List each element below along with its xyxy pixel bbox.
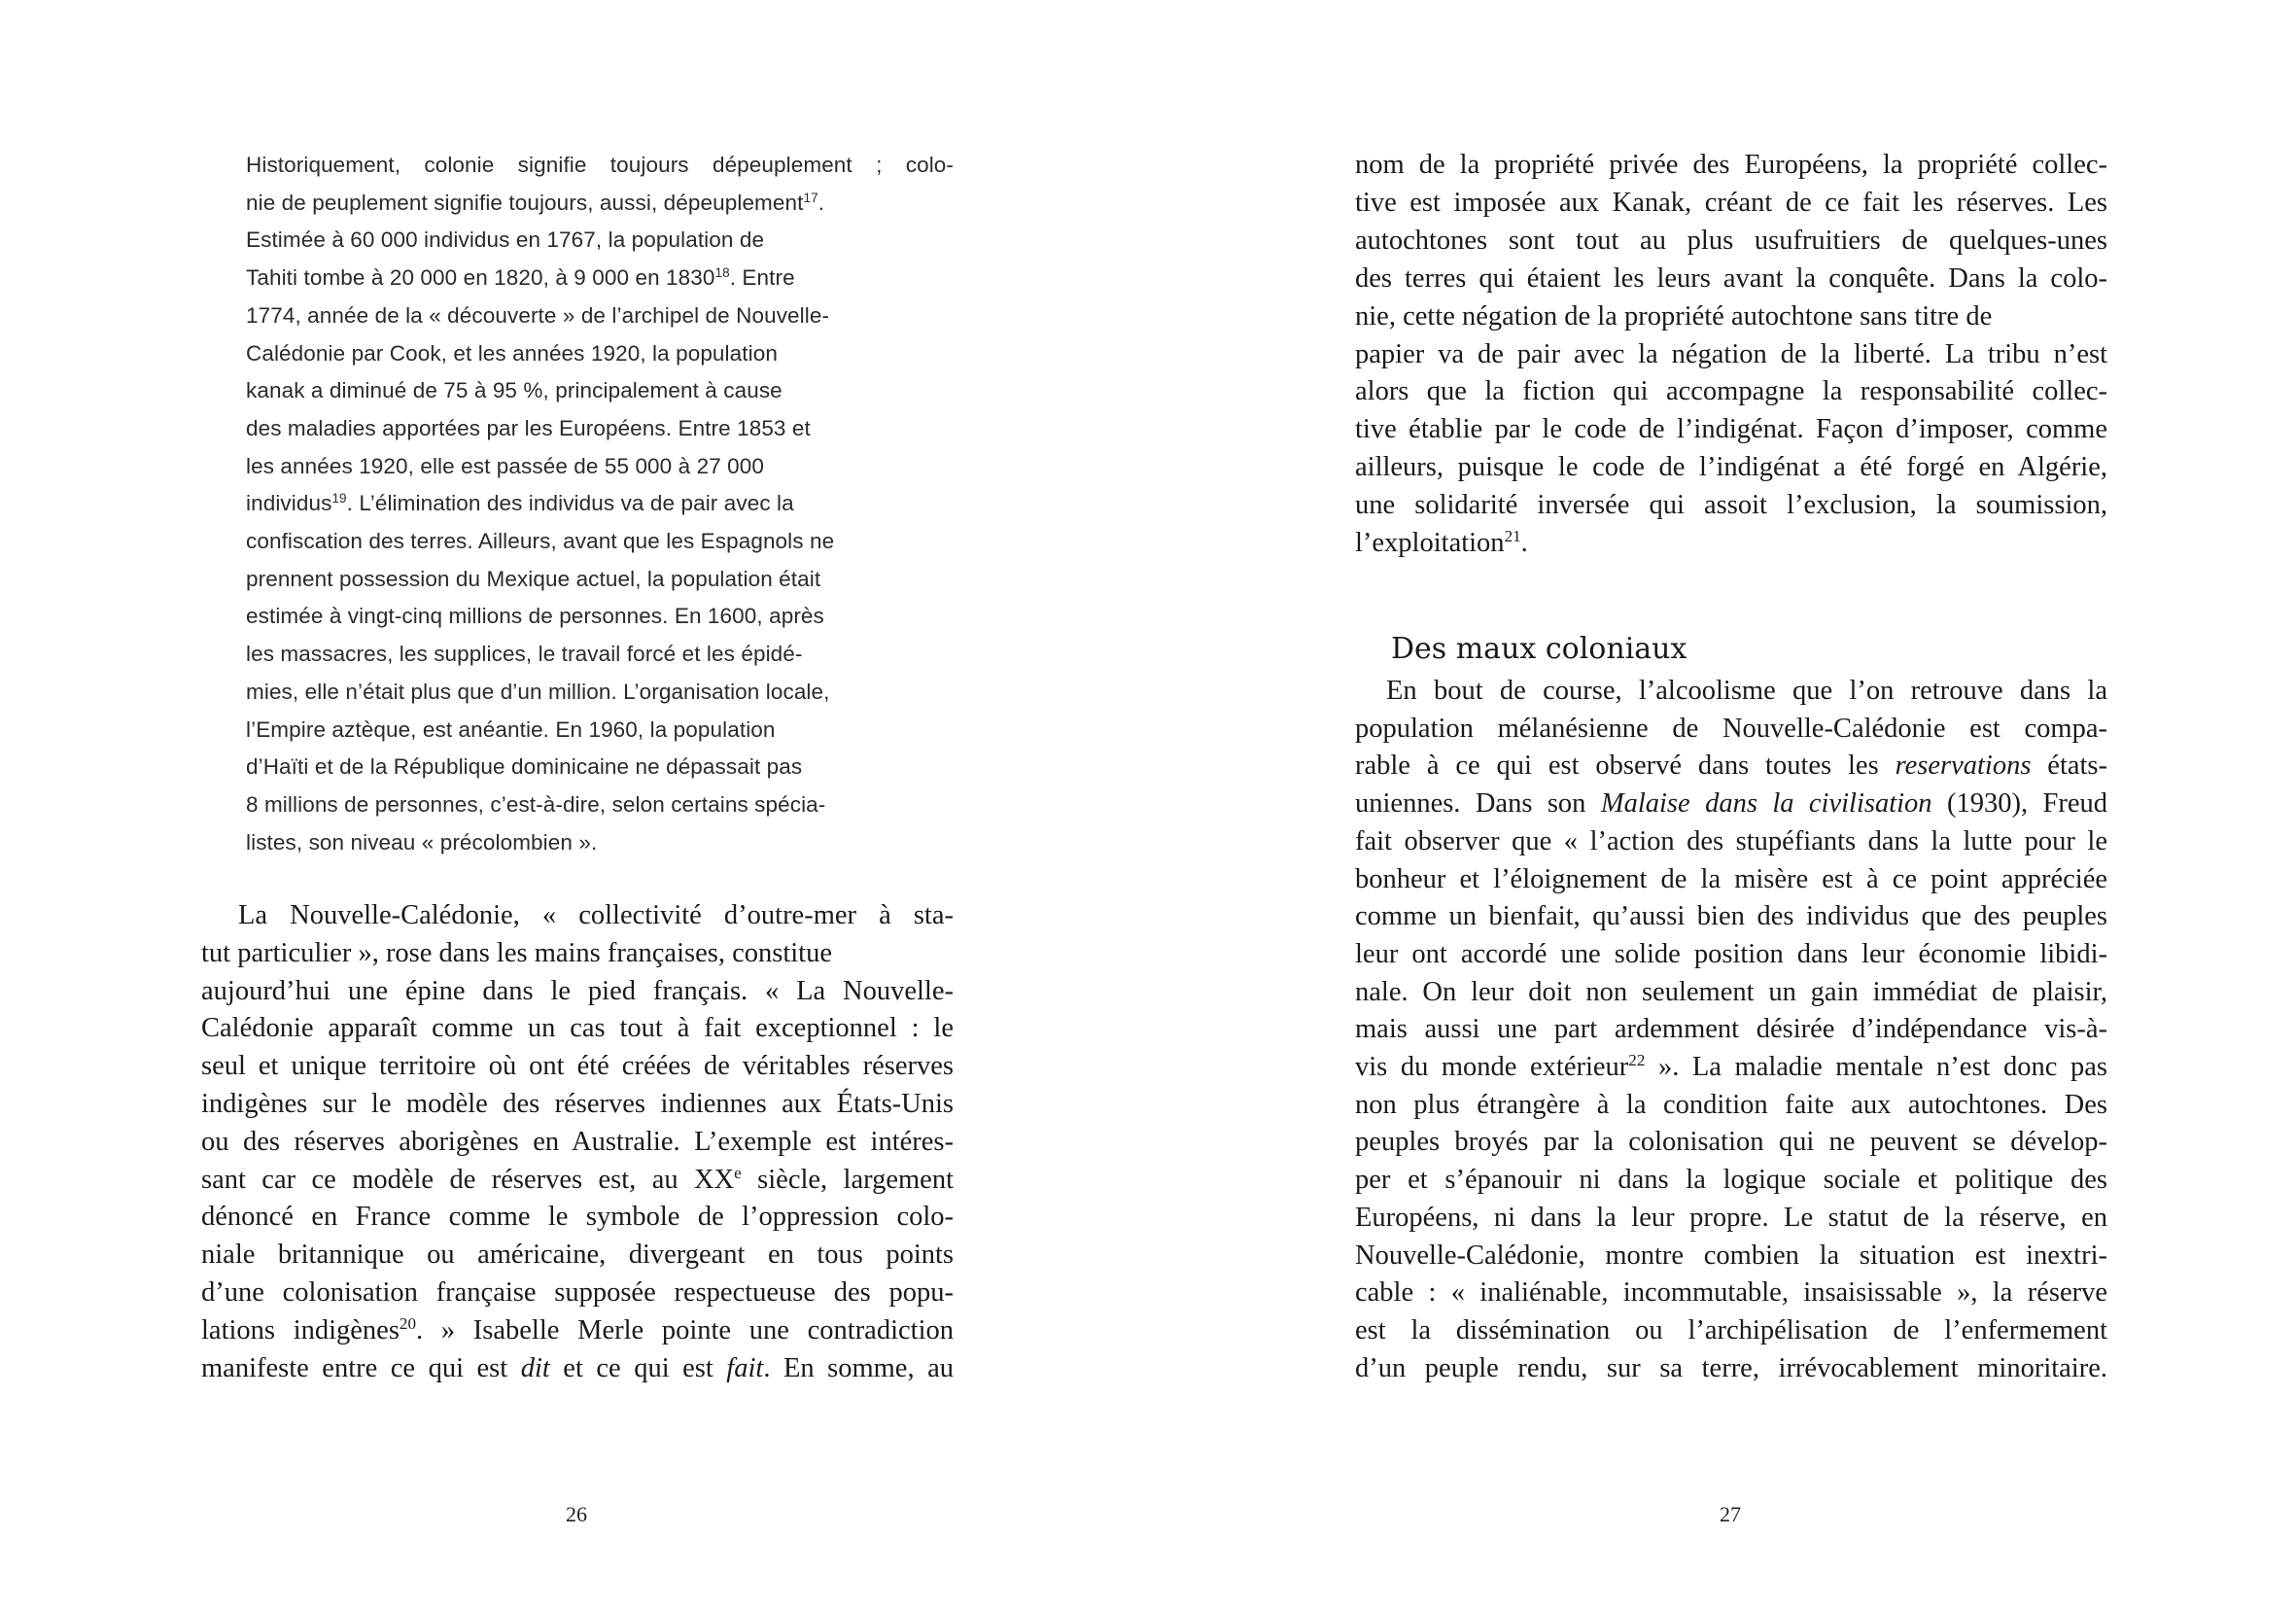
text-line <box>1355 1200 2107 1237</box>
text-line <box>1355 147 2107 184</box>
text-run: seul et unique territoire où ont été créées de véritables réserves <box>201 1051 954 1082</box>
text-line <box>246 674 830 711</box>
text-run: d’Haïti et de la République dominicaine ne dépassait pas <box>246 754 803 780</box>
text-run: nie de peuplement signifie toujours, aussi, dépeuplement <box>246 190 804 215</box>
page-number: 27 <box>1720 1502 1741 1526</box>
text-run: listes, son niveau « précolombien ». <box>246 829 598 855</box>
text-line <box>1355 1312 2107 1349</box>
text-run: lations indigènes <box>201 1314 400 1345</box>
text-line <box>246 297 829 334</box>
text-run: ou des réserves aborigènes en Australie. L’exemple est intéres- <box>201 1126 954 1157</box>
text-line <box>1355 1049 2107 1086</box>
text-run: peuples broyés par la colonisation qui ne peuvent se dévelop- <box>1355 1127 2107 1158</box>
text-line <box>1355 974 2107 1011</box>
footnote-ref: 20 <box>399 1313 417 1333</box>
text-run: En bout de course, l’alcoolisme que l’on retrouve dans la <box>1386 676 2107 706</box>
text-run: leur ont accordé une solide position dans leur économie libidi- <box>1355 938 2107 969</box>
right-page <box>1148 0 2296 1607</box>
text-line <box>246 636 803 673</box>
text-run: l’exploitation <box>1355 528 1505 558</box>
text-line <box>246 372 783 409</box>
text-line <box>1355 748 2107 785</box>
text-line <box>201 935 832 972</box>
text-line <box>246 485 794 522</box>
text-line <box>1355 336 2107 373</box>
text-line <box>201 1237 954 1274</box>
text-run: nale. On leur doit non seulement un gain immédiat de plaisir, <box>1355 976 2107 1007</box>
text-run: uniennes. Dans son <box>1355 788 1601 820</box>
text-line <box>1355 1238 2107 1275</box>
text-line <box>1355 223 2107 260</box>
text-line <box>201 973 954 1010</box>
text-run: rable à ce qui est observé dans toutes les <box>1355 751 1896 782</box>
text-run: vis du monde extérieur <box>1355 1052 1629 1082</box>
text-run: aujourd’hui une épine dans le pied français. « La Nouvelle- <box>201 975 954 1006</box>
text-run: mies, elle n’était plus que d’un million. L’organisation locale, <box>246 679 830 704</box>
text-run: ailleurs, puisque le code de l’indigénat a été forgé en Algérie, <box>1355 452 2107 483</box>
text-line <box>1355 1124 2107 1161</box>
text-run: sant car ce modèle de réserves est, au XX <box>201 1164 735 1195</box>
text-line <box>201 1350 954 1387</box>
text-line <box>1355 487 2107 524</box>
text-run: . En somme, au <box>763 1352 954 1383</box>
text-run: niale britannique ou américaine, divergeant en tous points <box>201 1240 954 1271</box>
text-line <box>246 147 954 184</box>
text-run: états- <box>2031 751 2108 782</box>
text-run: . L’élimination des individus va de pair avec la <box>346 491 794 516</box>
text-run: confiscation des terres. Ailleurs, avant que les Espagnols ne <box>246 529 835 553</box>
italic-text: fait <box>726 1352 764 1383</box>
text-line <box>1355 525 1528 562</box>
text-run: mais aussi une part ardemment désirée d’indépendance vis-à- <box>1355 1014 2107 1045</box>
text-line <box>1355 185 2107 222</box>
text-line <box>246 561 820 598</box>
text-run: des maladies apportées par les Européens. Entre 1853 et <box>246 415 811 440</box>
text-line <box>201 1048 954 1085</box>
text-line <box>1355 298 1992 335</box>
footnote-ref: 19 <box>331 491 347 507</box>
text-run: Tahiti tombe à 20 000 en 1820, à 9 000 en 1830 <box>246 265 715 291</box>
text-run: . <box>818 190 825 215</box>
text-run: autochtones sont tout au plus usufruitiers de quelques-unes <box>1355 225 2107 256</box>
text-run: des terres qui étaient les leurs avant la conquête. Dans la colo- <box>1355 262 2107 294</box>
text-run: (1930), Freud <box>1931 788 2107 820</box>
text-run: bonheur et l’éloignement de la misère est à ce point appréciée <box>1355 863 2107 894</box>
text-run: kanak a diminué de 75 à 95 %, principalement à cause <box>246 378 783 403</box>
text-line <box>1386 673 2107 710</box>
italic-text: reservations <box>1895 751 2032 782</box>
footnote-ref: 22 <box>1628 1050 1646 1069</box>
text-line <box>1355 1350 2107 1387</box>
text-line <box>1355 786 2107 822</box>
footnote-ref: 18 <box>714 265 730 280</box>
text-run: papier va de pair avec la négation de la liberté. La tribu n’est <box>1355 338 2107 369</box>
text-run: l’Empire aztèque, est anéantie. En 1960, la population <box>246 716 776 742</box>
text-run: per et s’épanouir ni dans la logique sociale et politique des <box>1355 1165 2107 1196</box>
text-run: les massacres, les supplices, le travail forcé et les épidé- <box>246 642 803 667</box>
text-line <box>201 1312 954 1349</box>
text-run: tut particulier », rose dans les mains françaises, constitue <box>201 937 832 968</box>
text-run: 1774, année de la « découverte » de l’archipel de Nouvelle- <box>246 302 830 328</box>
text-run: siècle, largement <box>741 1164 954 1195</box>
text-run: individus <box>246 491 332 516</box>
text-run: indigènes sur le modèle des réserves indiennes aux États-Unis <box>201 1089 954 1119</box>
text-line <box>246 222 764 259</box>
text-run: Estimée à 60 000 individus en 1767, la population de <box>246 227 765 253</box>
text-run: Nouvelle-Calédonie, montre combien la situation est inextri- <box>1355 1240 2107 1271</box>
text-run: . <box>1520 528 1528 558</box>
text-line <box>201 1275 954 1311</box>
text-line <box>1355 936 2107 973</box>
text-run: fait observer que « l’action des stupéfiants dans la lutte pour le <box>1355 825 2107 856</box>
text-run: alors que la fiction qui accompagne la responsabilité collec- <box>1355 376 2107 407</box>
text-line <box>246 410 811 447</box>
text-line <box>201 1086 954 1123</box>
text-line <box>201 1162 954 1199</box>
text-line <box>246 523 834 560</box>
text-line <box>1355 898 2107 935</box>
text-run: . » Isabelle Merle pointe une contradiction <box>416 1314 954 1345</box>
text-run: d’une colonisation française supposée respectueuse des popu- <box>201 1277 954 1308</box>
footnote-ref: e <box>734 1163 742 1182</box>
text-run: cable : « inaliénable, incommutable, insaisissable », la réserve <box>1355 1277 2107 1309</box>
text-line <box>246 335 778 372</box>
text-run: comme un bienfait, qu’aussi bien des individus que des peuples <box>1355 901 2107 932</box>
text-run: tive est imposée aux Kanak, créant de ce fait les réserves. Les <box>1355 187 2107 218</box>
text-line <box>246 749 802 786</box>
page-number: 26 <box>566 1502 587 1526</box>
text-run: Historiquement, colonie signifie toujours dépeuplement ; colo- <box>246 153 954 177</box>
text-run: non plus étrangère à la condition faite aux autochtones. Des <box>1355 1089 2107 1120</box>
text-line <box>1355 1275 2107 1311</box>
text-line <box>1355 823 2107 860</box>
text-run: Calédonie apparaît comme un cas tout à fait exceptionnel : le <box>201 1013 954 1044</box>
text-line <box>246 448 764 485</box>
text-run: est la dissémination ou l’archipélisation de l’enfermement <box>1355 1314 2107 1345</box>
text-run: nie, cette négation de la propriété autochtone sans titre de <box>1355 300 1993 332</box>
text-line <box>246 185 824 222</box>
text-line <box>201 1010 954 1047</box>
text-run: prennent possession du Mexique actuel, la population était <box>246 566 821 591</box>
text-run: une solidarité inversée qui assoit l’exclusion, la soumission, <box>1355 490 2107 521</box>
text-run: 8 millions de personnes, c’est-à-dire, selon certains spécia- <box>246 791 826 817</box>
text-run: La Nouvelle-Calédonie, « collectivité d’outre-mer à sta- <box>238 900 954 930</box>
text-line <box>246 260 795 297</box>
text-line <box>1355 711 2107 748</box>
text-run: nom de la propriété privée des Européens, la propriété collec- <box>1355 150 2107 180</box>
text-line <box>1355 261 2107 297</box>
text-line <box>1355 1087 2107 1124</box>
text-run: Calédonie par Cook, et les années 1920, la population <box>246 340 778 366</box>
italic-text: Malaise dans la civilisation <box>1600 788 1932 820</box>
text-line <box>1355 861 2107 898</box>
italic-text: dit <box>520 1352 550 1383</box>
text-run: manifeste entre ce qui est <box>201 1352 521 1383</box>
text-run: et ce qui est <box>549 1352 727 1383</box>
footnote-ref: 21 <box>1504 526 1521 545</box>
section-heading: Des maux coloniaux <box>1391 632 1687 666</box>
text-run: ». La maladie mentale n’est donc pas <box>1645 1052 2107 1082</box>
text-line <box>246 786 825 823</box>
text-line <box>246 824 597 861</box>
text-line <box>246 598 824 635</box>
text-run: population mélanésienne de Nouvelle-Calédonie est compa- <box>1355 713 2107 744</box>
text-line <box>1355 411 2107 448</box>
footnote-ref: 17 <box>803 190 818 205</box>
text-run: . Entre <box>729 265 795 291</box>
text-line <box>201 1124 954 1161</box>
text-line <box>246 712 776 749</box>
text-run: tive établie par le code de l’indigénat. Façon d’imposer, comme <box>1355 414 2107 445</box>
text-line <box>201 1199 954 1236</box>
text-line <box>1355 449 2107 486</box>
text-line <box>1355 1162 2107 1199</box>
text-run: dénoncé en France comme le symbole de l’oppression colo- <box>201 1202 954 1233</box>
text-line <box>1355 373 2107 410</box>
text-run: estimée à vingt-cinq millions de personnes. En 1600, après <box>246 604 824 629</box>
text-run: les années 1920, elle est passée de 55 000 à 27 000 <box>246 453 765 478</box>
text-run: Européens, ni dans la leur propre. Le statut de la réserve, en <box>1355 1202 2107 1233</box>
text-line <box>238 897 954 934</box>
text-line <box>1355 1011 2107 1048</box>
text-run: d’un peuple rendu, sur sa terre, irrévocablement minoritaire. <box>1355 1352 2107 1383</box>
